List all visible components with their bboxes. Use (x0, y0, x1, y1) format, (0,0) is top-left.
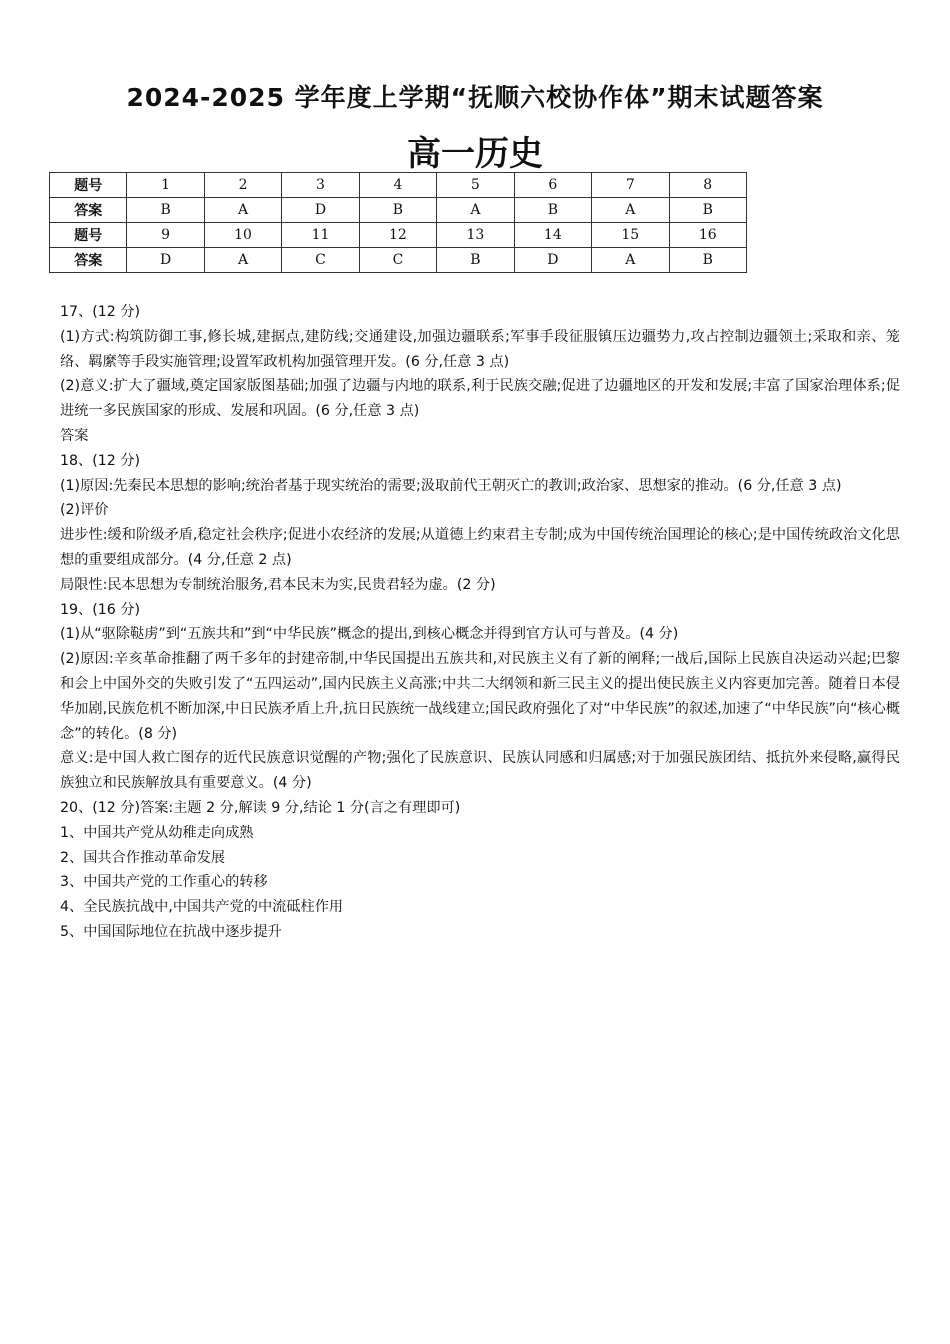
question-number: 3 (282, 173, 359, 198)
list-item: 4、全民族抗战中,中国共产党的中流砥柱作用 (60, 899, 344, 916)
question-number: 10 (204, 223, 281, 248)
answer-cell: B (359, 198, 436, 223)
q19-part2: (2)原因:辛亥革命推翻了两千多年的封建帝制,中华民国提出五族共和,对民族主义有了新的阐释;一战后,国际上民族自决运动兴起;巴黎和会上中国外交的失败引发了“五四运动”,国内民族主义高涨;中共二大纲领和新三民主义的提出使民族主义内容更加完善。随着日本侵华加剧,民族危机不断加深,中日民族矛盾上升,抗日民族统一战线建立;国民政府强化了对“中华民族”的叙述,加速了“中华民族”向“核心概念”的转化。(8 分) (60, 651, 900, 742)
q17-tail: 答案 (60, 427, 89, 444)
answer-cell: D (282, 198, 359, 223)
answer-cell: A (204, 198, 281, 223)
question-row-label: 题号 (50, 173, 127, 198)
question-number: 1 (127, 173, 204, 198)
answer-cell: B (127, 198, 204, 223)
question-row-label: 题号 (50, 223, 127, 248)
table-row (50, 198, 747, 223)
answer-cell: A (592, 198, 669, 223)
question-number: 2 (204, 173, 281, 198)
answer-cell: A (437, 198, 514, 223)
question-number: 8 (669, 173, 746, 198)
q17-part2: (2)意义:扩大了疆域,奠定国家版图基础;加强了边疆与内地的联系,利于民族交融;促进了边疆地区的开发和发展;丰富了国家治理体系;促进统一多民族国家的形成、发展和巩固。(6 分,任意 3 点) (60, 378, 900, 420)
answer-cell: C (282, 248, 359, 273)
answer-cell: B (669, 198, 746, 223)
answer-cell: A (204, 248, 281, 273)
question-number: 6 (514, 173, 591, 198)
q20-heading: 20、(12 分)答案:主题 2 分,解读 9 分,结论 1 分(言之有理即可) (60, 799, 461, 816)
q18-progress: 进步性:缓和阶级矛盾,稳定社会秩序;促进小农经济的发展;从道德上约束君主专制;成为中国传统治国理论的核心;是中国传统政治文化思想的重要组成部分。(4 分,任意 2 点) (60, 527, 900, 568)
table-row (50, 173, 747, 198)
question-number: 15 (592, 223, 669, 248)
answer-table (49, 172, 747, 273)
question-number: 4 (359, 173, 436, 198)
table-row (50, 223, 747, 248)
question-number: 7 (592, 173, 669, 198)
document-title: 2024-2025 学年度上学期“抚顺六校协作体”期末试题答案 (126, 83, 824, 112)
q19-heading: 19、(16 分) (60, 601, 141, 618)
question-number: 14 (514, 223, 591, 248)
q18-part2: (2)评价 (60, 502, 109, 519)
question-number: 9 (127, 223, 204, 248)
list-item: 2、国共合作推动革命发展 (60, 849, 226, 866)
answer-row-label: 答案 (50, 198, 127, 223)
answer-cell: D (127, 248, 204, 273)
answer-cell: C (359, 248, 436, 273)
q18-part1: (1)原因:先秦民本思想的影响;统治者基于现实统治的需要;汲取前代王朝灭亡的教训;政治家、思想家的推动。(6 分,任意 3 点) (60, 477, 842, 494)
list-item: 3、中国共产党的工作重心的转移 (60, 874, 268, 891)
answer-cell: B (669, 248, 746, 273)
list-item: 1、中国共产党从幼稚走向成熟 (60, 824, 254, 841)
q18-limitation: 局限性:民本思想为专制统治服务,君本民末为实,民贵君轻为虚。(2 分) (60, 576, 496, 593)
question-number: 16 (669, 223, 746, 248)
q18-heading: 18、(12 分) (60, 452, 141, 469)
list-item: 5、中国国际地位在抗战中逐步提升 (60, 923, 282, 940)
question-number: 5 (437, 173, 514, 198)
q19-part1: (1)从“驱除鞑虏”到“五族共和”到“中华民族”概念的提出,到核心概念并得到官方认可与普及。(4 分) (60, 626, 679, 643)
question-number: 11 (282, 223, 359, 248)
answer-body (60, 300, 900, 945)
table-row (50, 248, 747, 273)
question-number: 13 (437, 223, 514, 248)
answer-cell: A (592, 248, 669, 273)
subject-title: 高一历史 (407, 134, 543, 174)
answer-cell: B (514, 198, 591, 223)
q17-heading: 17、(12 分) (60, 304, 141, 320)
q17-part1: (1)方式:构筑防御工事,修长城,建据点,建防线;交通建设,加强边疆联系;军事手段征服镇压边疆势力,攻占控制边疆领土;采取和亲、笼络、羁縻等手段实施管理;设置军政机构加强管理开发。(6 分,任意 3 点) (60, 328, 900, 370)
question-number: 12 (359, 223, 436, 248)
answer-cell: D (514, 248, 591, 273)
answer-cell: B (437, 248, 514, 273)
answer-row-label: 答案 (50, 248, 127, 273)
q19-significance: 意义:是中国人救亡图存的近代民族意识觉醒的产物;强化了民族意识、民族认同感和归属感;对于加强民族团结、抵抗外来侵略,赢得民族独立和民族解放具有重要意义。(4 分) (60, 750, 900, 792)
